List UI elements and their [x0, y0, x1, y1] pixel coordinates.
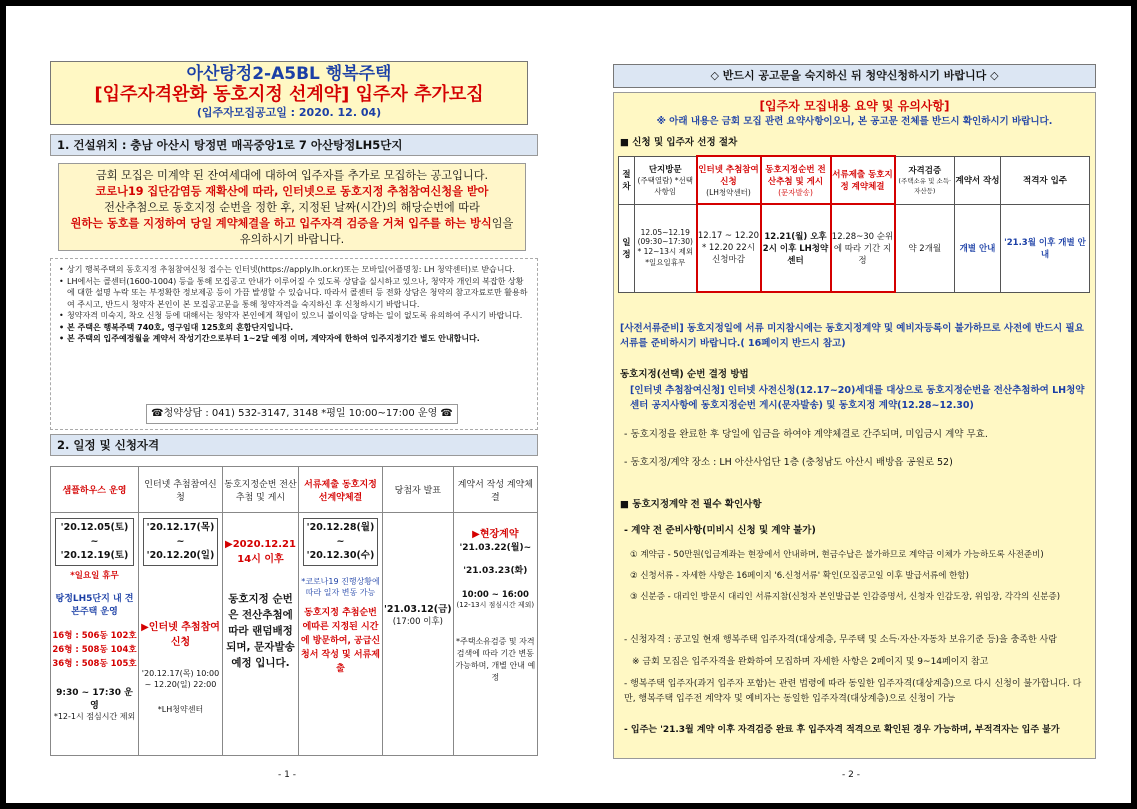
flow-row-dates [619, 204, 1090, 292]
intro-line-4-end: 임을 [491, 217, 514, 230]
draw-date: ▶2020.12.21 14시 이후 [225, 539, 296, 565]
docs-dates: '20.12.28(월) ~ '20.12.30(수) [303, 518, 378, 566]
page-1 [6, 6, 566, 803]
check-item: ② 신청서류 - 자세한 사항은 16페이지 '6.신청서류' 확인(모집공고일 이후 발급서류에 한함) [630, 571, 969, 581]
flow-step [1001, 156, 1090, 204]
contract-head: ▶현장계약 [472, 529, 519, 540]
bullet-item: • 상기 행복주택의 동호지정 추첨참여신청 접수는 인터넷(https://apply.lh.or.kr)또는 모바일(어플명칭: LH 청약센터)로 받습니다. [59, 264, 531, 276]
contract-note: *주택소유검증 및 자격검색에 따라 기간 변동 가능하며, 개별 안내 예정 [455, 637, 536, 682]
step-sub: (주택열람) *선택사항임 [637, 176, 693, 196]
title-line-3: (입주자모집공고일 : 2020. 12. 04) [196, 106, 382, 119]
flow-date: 12.17 ~ 12.20 * 12.20 22시 신청마감 [697, 204, 761, 292]
page-number-2: - 2 - [842, 770, 860, 780]
header-draw: 동호지정순번 전산추첨 및 게시 [223, 467, 299, 513]
order-body: [인터넷 추첨참여신청] 인터넷 사전신청(12.17~20)세대를 대상으로 동호지정순번을 전산추첨하여 LH청약 센터 공지사항에 동호지정순번 게시(문자발송) 및 동호지정 계약(12.28~12.30) [630, 385, 1085, 411]
internet-apply-label: ▶인터넷 추첨참여신청 [141, 622, 220, 648]
order-note-1: - 동호지정을 완료한 후 당일에 입금을 하여야 계약체결로 간주되며, 미입금시 계약 무효. [624, 429, 988, 440]
unit-type: 36형 : 508동 105호 [52, 659, 137, 669]
step-name: 동호지정순번 전산추첨 및 게시 [765, 164, 826, 187]
check-list [630, 545, 1092, 608]
check-item: ① 계약금 - 50만원(입금계좌는 현장에서 안내하며, 현금수납은 불가하므로 계약금 이체가 가능하도록 사전준비) [630, 550, 1044, 560]
flow-date: 12.05~12.19 (09:30~17:30) * 12~13시 제외 *일요일휴무 [635, 204, 697, 292]
document-frame [6, 6, 1131, 803]
order-heading: 동호지정(선택) 순번 결정 방법 [620, 369, 749, 380]
order-note-2: - 동호지정/계약 장소 : LH 아산사업단 1층 (충청남도 아산시 배방읍 공원로 52) [624, 457, 953, 468]
schedule-table [50, 466, 538, 756]
step-sub: (문자발송) [778, 187, 813, 197]
cell-winner [383, 513, 454, 756]
flow-date: '21.3월 이후 개별 안내 [1001, 204, 1090, 292]
flow-step [831, 156, 895, 204]
contract-date-2: '21.03.23(화) [463, 566, 528, 576]
contract-lunch: (12-13시 점심시간 제외) [456, 601, 535, 609]
winner-time: (17:00 이후) [392, 617, 443, 627]
procedure-flow [618, 155, 1090, 293]
qualification-4: - 입주는 '21.3월 계약 이후 자격검증 완료 후 입주자격 적격으로 확인된 경우 가능하며, 부적격자는 입주 불가 [624, 725, 1060, 735]
unit-type: 26형 : 508동 104호 [52, 645, 137, 655]
check-item: ③ 신분증 - 대리인 방문시 대리인 서류지참(신청자 본인발급분 인감증명서, 신청자 인감도장, 위임장, 각각의 신분증) [630, 592, 1061, 602]
cell-docs [299, 513, 383, 756]
flow-date: 12.21(월) 오후 2시 이후 LH청약센터 [761, 204, 831, 292]
intro-line-3: 전산추첨으로 동호지정 순번을 정한 후, 지정된 날짜(시간)의 해당순번에 따라 [104, 201, 480, 214]
check-heading: ■ 동호지정계약 전 필수 확인사항 [620, 499, 762, 510]
sample-house-desc: 탕정LH5단지 내 견본주택 운영 [55, 594, 134, 617]
schedule-header-row [51, 467, 538, 513]
step-sub: (주택소유 및 소득·자산등) [898, 177, 952, 195]
phone-consult: ☎청약상담 : 041) 532-3147, 3148 *평일 10:00~17:00 운영 ☎ [146, 404, 458, 424]
title-line-2: [입주자격완화 동호지정 선계약] 입주자 추가모집 [94, 84, 484, 105]
cell-sample-house [51, 513, 139, 756]
title-line-1: 아산탕정2-A5BL 행복주택 [186, 64, 392, 84]
header-sample-house: 샘플하우스 운영 [51, 467, 139, 513]
bullet-item: • 청약자격 미숙지, 착오 신청 등에 대해서는 청약자 본인에게 책임이 있으니 불이익을 당하는 일이 없도록 유의하여 주시기 바랍니다. [59, 310, 531, 322]
step-name: 서류제출 동호지정 계약체결 [832, 170, 893, 192]
flow-step [635, 156, 697, 204]
step-name: 적격자 입주 [1022, 176, 1067, 186]
internet-apply-time: '20.12.17(목) 10:00 ~ 12.20(일) 22:00 [141, 669, 220, 689]
section-1-heading: 1. 건설위치 : 충남 아산시 탕정면 매곡중앙1로 7 아산탕정LH5단지 [50, 134, 538, 156]
internet-dates: '20.12.17(목) ~ '20.12.20(일) [143, 518, 218, 566]
intro-line-1: 금회 모집은 미계약 된 잔여세대에 대하여 입주자를 추가로 모집하는 공고입니다. [95, 169, 489, 182]
qualification-1: - 신청자격 : 공고일 현재 행복주택 입주자격(대상계층, 무주택 및 소득·자산·자동차 보유기준 등)을 충족한 사람 [624, 635, 1057, 645]
title-box [50, 61, 528, 125]
contract-time: 10:00 ~ 16:00 [461, 590, 529, 600]
unit-type: 16형 : 506동 102호 [52, 631, 137, 641]
cell-internet [139, 513, 223, 756]
qualification-3: - 행복주택 입주자(과거 입주자 포함)는 관련 법령에 따라 동일한 입주자격(대상계층)으로 다시 신청이 불가합니다. 다만, 행복주택 입주전 계약자 및 예비자는 동일한 입주자격(대상계층)으로 신청이 가능 [624, 679, 1082, 704]
reminder-bar: ◇ 반드시 공고문을 숙지하신 뒤 청약신청하시기 바랍니다 ◇ [613, 64, 1096, 88]
bullet-item: • 본 주택의 입주예정월을 계약서 작성기간으로부터 1~2달 예정 이며, 계약자에 한하여 입주지정기간 별도 안내합니다. [59, 333, 531, 345]
procedure-heading: ■ 신청 및 입주자 선정 절차 [620, 137, 738, 148]
step-name: 단지방문 [648, 165, 682, 175]
cell-contract [453, 513, 537, 756]
header-contract: 계약서 작성 계약체결 [453, 467, 537, 513]
flow-step [761, 156, 831, 204]
flow-date: 12.28~30 순위에 따라 기간 지정 [831, 204, 895, 292]
cell-draw [223, 513, 299, 756]
flow-label-procedure: 절차 [619, 156, 635, 204]
header-winner: 당첨자 발표 [383, 467, 454, 513]
step-sub: (LH청약센터) [706, 187, 751, 197]
summary-title: [입주자 모집내용 요약 및 유의사항] [759, 99, 950, 113]
page-2 [566, 6, 1131, 803]
flow-step [895, 156, 955, 204]
step-name: 자격검증 [908, 166, 942, 176]
page-number-1: - 1 - [278, 770, 296, 780]
sample-house-lunch: *12-1시 점심시간 제외 [53, 712, 136, 721]
flow-date: 개별 안내 [955, 204, 1001, 292]
sample-house-hours: 9:30 ~ 17:30 운영 [56, 688, 133, 711]
docs-note: *코로나19 진행상황에 따라 일자 변동 가능 [301, 577, 380, 597]
intro-line-4: 원하는 동호를 지정하여 당일 계약체결을 하고 입주자격 검증을 거쳐 입주를 하는 방식 [70, 217, 492, 230]
step-name: 계약서 작성 [955, 176, 1000, 186]
section-2-heading: 2. 일정 및 신청자격 [50, 434, 538, 456]
flow-step [955, 156, 1001, 204]
bullet-item: • 본 주택은 행복주택 740호, 영구임대 125호의 혼합단지입니다. [59, 322, 531, 334]
draw-desc: 동호지정 순번은 전산추첨에 따라 랜덤배정되며, 문자발송예정 입니다. [226, 593, 295, 669]
flow-step [697, 156, 761, 204]
intro-line-2: 코로나19 집단감염등 재확산에 따라, 인터넷으로 동호지정 추첨참여신청을 받아 [95, 185, 489, 198]
summary-subtitle: ※ 아래 내용은 금회 모집 관련 요약사항이오니, 본 공고문 전체를 반드시 확인하시기 바랍니다. [656, 116, 1053, 127]
contract-date-1: '21.03.22(월)~ [459, 543, 532, 553]
header-internet: 인터넷 추첨참여신청 [139, 467, 223, 513]
pre-docs-notice: [사전서류준비] 동호지정일에 서류 미지참시에는 동호지정계약 및 예비자등록이 불가하므로 사전에 반드시 필요서류를 준비하시기 바랍니다.( 16페이지 반드시 참고) [620, 323, 1084, 349]
flow-date: 약 2개월 [895, 204, 955, 292]
intro-line-5: 유의하시기 바랍니다. [239, 233, 345, 246]
winner-date: '21.03.12(금) [384, 604, 452, 615]
intro-box [58, 163, 526, 251]
internet-site: *LH청약센터 [157, 705, 204, 714]
sample-house-dates: '20.12.05(토) ~ '20.12.19(토) [55, 518, 134, 566]
flow-label-schedule: 일정 [619, 204, 635, 292]
docs-desc: 동호지정 추첨순번에따른 지정된 시간에 방문하여, 공급신청서 작성 및 서류제출 [300, 608, 381, 674]
summary-box [613, 92, 1096, 759]
sample-house-note: *일요일 휴무 [70, 571, 119, 581]
flow-row-steps [619, 156, 1090, 204]
unit-types [52, 629, 137, 671]
schedule-body-row [51, 513, 538, 756]
header-docs: 서류제출 동호지정 선계약체결 [299, 467, 383, 513]
bullet-item: • LH에서는 콜센터(1600-1004) 등을 통해 모집공고 안내가 이루어질 수 있도록 상담을 실시하고 있으나, 청약자 개인의 복잡한 상황에 대한 설명 누락 또는 부정확한 정보제공 등이 가끔 발생할 수 있습니다. 따라서 콜센터 등 전화 상담은 청약의 참고자료로만 활용하여 주시고, 반드시 청약자 본인이 본 모집공고문을 통해 청약자격을 숙지하신 후 신청하시기 바랍니다. [59, 276, 531, 311]
check-sub: - 계약 전 준비사항(미비시 신청 및 계약 불가) [624, 525, 816, 536]
qualification-2: ※ 금회 모집은 입주자격을 완화하여 모집하며 자세한 사항은 2페이지 및 9~14페이지 참고 [632, 657, 989, 667]
step-name: 인터넷 추첨참여신청 [698, 164, 759, 187]
